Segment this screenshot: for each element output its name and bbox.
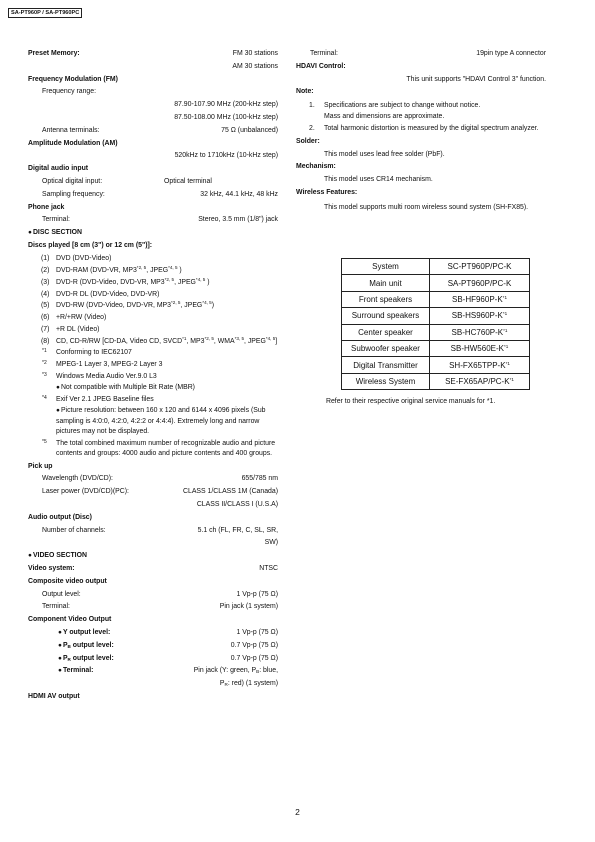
wireless-title: Wireless Features: [296,188,358,196]
note-item: 2. Total harmonic distortion is measured by the digital spectrum analyzer. [309,125,539,133]
table-row [342,340,530,356]
composite-level-row: Output level: 1 Vp-p (75 Ω) [42,590,278,598]
mechanism-title: Mechanism: [296,163,336,171]
wavelength-row: Wavelength (DVD/CD): 655/785 nm [42,475,278,483]
component-pr-row: ● $P_R$ output level: 0.7 Vp-p (75 Ω) [28,653,278,666]
table-row [342,291,530,307]
component-pb-row: ● $P_B$ output level: 0.7 Vp-p (75 Ω) [28,640,278,653]
component-y-row: ● Y output level: 1 Vp-p (75 Ω) [28,627,278,640]
disc-item: (1) DVD (DVD-Video) [41,255,112,263]
table-cell-model: SA-PT960P/PC-K [430,275,530,291]
footnote-sub: ● Picture resolution: between 160 x 120 and 6144 x 4096 pixels (Sub sampling is 4:0:0, 4:2:0, 4:2:2 or 4:4:4). Extremely long and narrow pictures may not be displayed. [28,406,278,437]
table-cell-model: $SB-HW560E-K^{*1}$ [430,340,530,356]
component-title: Component Video Output [28,616,112,624]
preset-am-value: AM 30 stations [232,62,278,70]
laser-row: Laser power (DVD/CD)(PC): CLASS 1/CLASS 1M (Canada) [42,488,278,496]
right-column [296,48,546,215]
table-cell-system: Front speakers [342,291,430,307]
channels-row: Number of channels: 5.1 ch (FL, FR, C, SL, SR, [42,526,278,534]
note-item: 1. Specifications are subject to change without notice. [309,101,481,109]
hdavi-title: HDAVI Control: [296,62,346,70]
fm-antenna-row: Antenna terminals: 75 Ω (unbalanced) [42,126,278,134]
mechanism-text: This model uses CR14 mechanism. [324,176,433,184]
note-title: Note: [296,88,314,96]
footnote: *2 MPEG-1 Layer 3, MPEG-2 Layer 3 [42,359,163,368]
discs-played-title: Discs played [8 cm (3") or 12 cm (5")]: [28,241,153,249]
hdmi-terminal-row: Terminal: 19pin type A connector [310,50,546,57]
composite-terminal-row: Terminal: Pin jack (1 system) [42,603,278,611]
note-item-cont: Mass and dimensions are approximate. [324,113,445,121]
table-row [342,259,530,275]
fm-range-label: Frequency range: [42,88,97,96]
table-cell-system: Surround speakers [342,308,430,324]
phone-jack-title: Phone jack [28,203,65,211]
table-cell-model: $SB-HF960P-K^{*1}$ [430,291,530,307]
disc-item: (8) CD, CD-R/RW [CD-DA, Video CD, SVCD$^{*1}$, MP3$^{*2, 5}$, WMA$^{*3, 5}$, JPEG$^{*4, 5}$] [41,335,278,345]
preset-memory-row [28,48,278,61]
disc-item: (7) +R DL (Video) [41,325,100,333]
refer-note: Refer to their respective original service manuals for *1. [326,398,496,405]
table-row [342,324,530,340]
table-cell-system: Wireless System [342,373,430,389]
preset-fm-value: FM 30 stations [232,50,278,57]
digital-audio-title: Digital audio input [28,165,89,173]
laser-row-2: CLASS II/CLASS I (U.S.A) [196,501,278,509]
table-row [342,373,530,389]
composite-title: Composite video output [28,577,107,585]
preset-am-row [28,61,278,74]
footnote-sub: ● Not compatible with Multiple Bit Rate (MBR) [28,383,278,393]
solder-text: This model uses lead free solder (PbF). [324,150,445,158]
system-table [341,258,530,390]
fm-range1-row: 87.90-107.90 MHz (200-kHz step) [174,101,278,109]
disc-item: (4) DVD-R DL (DVD-Video, DVD-VR) [41,290,160,298]
channels-row-2: SW) [264,539,278,547]
sampling-row: Sampling frequency: 32 kHz, 44.1 kHz, 48 kHz [42,190,278,198]
footnote: *4 Exif Ver 2.1 JPEG Baseline files [42,394,154,403]
component-terminal-row: ● Terminal: Pin jack (Y: green, $P_B$: blue, [28,665,278,678]
optical-input-row: Optical digital input: Optical terminal [42,177,212,185]
footnote: *3 Windows Media Audio Ver.9.0 L3 [42,371,157,380]
table-cell-system: Main unit [342,275,430,291]
table-cell-model: $SH-FX65TPP-K^{*1}$ [430,357,530,373]
footnote: *5 The total combined maximum number of recognizable audio and picture contents and groups: 4000 audio and picture contents and 400 groups. [42,438,276,458]
table-cell-model: SC-PT960P/PC-K [430,259,530,275]
table-cell-model: $SE-FX65AP/PC-K^{*1}$ [430,373,530,389]
fm-title: Frequency Modulation (FM) [28,75,118,83]
model-tag: SA-PT960P / SA-PT960PC [8,8,82,18]
page-number: 2 [295,807,300,817]
table-cell-system: System [342,259,430,275]
video-system-row: Video system: NTSC [28,565,278,573]
table-cell-system: Subwoofer speaker [342,340,430,356]
table-cell-model: $SB-HS960P-K^{*1}$ [430,308,530,324]
am-title: Amplitude Modulation (AM) [28,139,118,147]
video-section-title: ● VIDEO SECTION [28,550,278,563]
disc-item: (2) DVD-RAM (DVD-VR, MP3$^{*2, 5}$, JPEG$^{*4, 5}$ ) [41,264,182,274]
left-column [28,48,278,704]
solder-title: Solder: [296,137,320,145]
pickup-title: Pick up [28,462,53,470]
table-row [342,275,530,291]
fm-range2-row: 87.50-108.00 MHz (100-kHz step) [174,113,278,121]
am-value-row: 520kHz to 1710kHz (10-kHz step) [174,152,278,160]
disc-section-title: ● DISC SECTION [28,227,278,240]
hdmi-title: HDMI AV output [28,693,80,701]
table-cell-model: $SB-HC760P-K^{*1}$ [430,324,530,340]
table-row [342,357,530,373]
disc-item: (5) DVD-RW (DVD-Video, DVD-VR, MP3$^{*2, 5}$, JPEG$^{*4, 5}$) [41,300,215,310]
disc-item: (3) DVD-R (DVD-Video, DVD-VR, MP3$^{*2, 5}$, JPEG$^{*4, 5}$ ) [41,276,210,286]
table-cell-system: Digital Transmitter [342,357,430,373]
footnote: *1 Conforming to IEC62107 [42,348,132,357]
component-terminal-row-2: $P_R$: red) (1 system) [219,680,278,688]
hdavi-text-row: This unit supports "HDAVI Control 3" function. [406,75,546,83]
table-cell-system: Center speaker [342,324,430,340]
table-row [342,308,530,324]
phone-jack-row: Terminal: Stereo, 3.5 mm (1/8") jack [42,216,278,224]
audio-output-title: Audio output (Disc) [28,513,92,521]
wireless-text: This model supports multi room wireless sound system (SH-FX85). [324,203,529,211]
disc-item: (6) +R/+RW (Video) [41,314,107,322]
preset-memory-label: Preset Memory: [28,50,80,57]
